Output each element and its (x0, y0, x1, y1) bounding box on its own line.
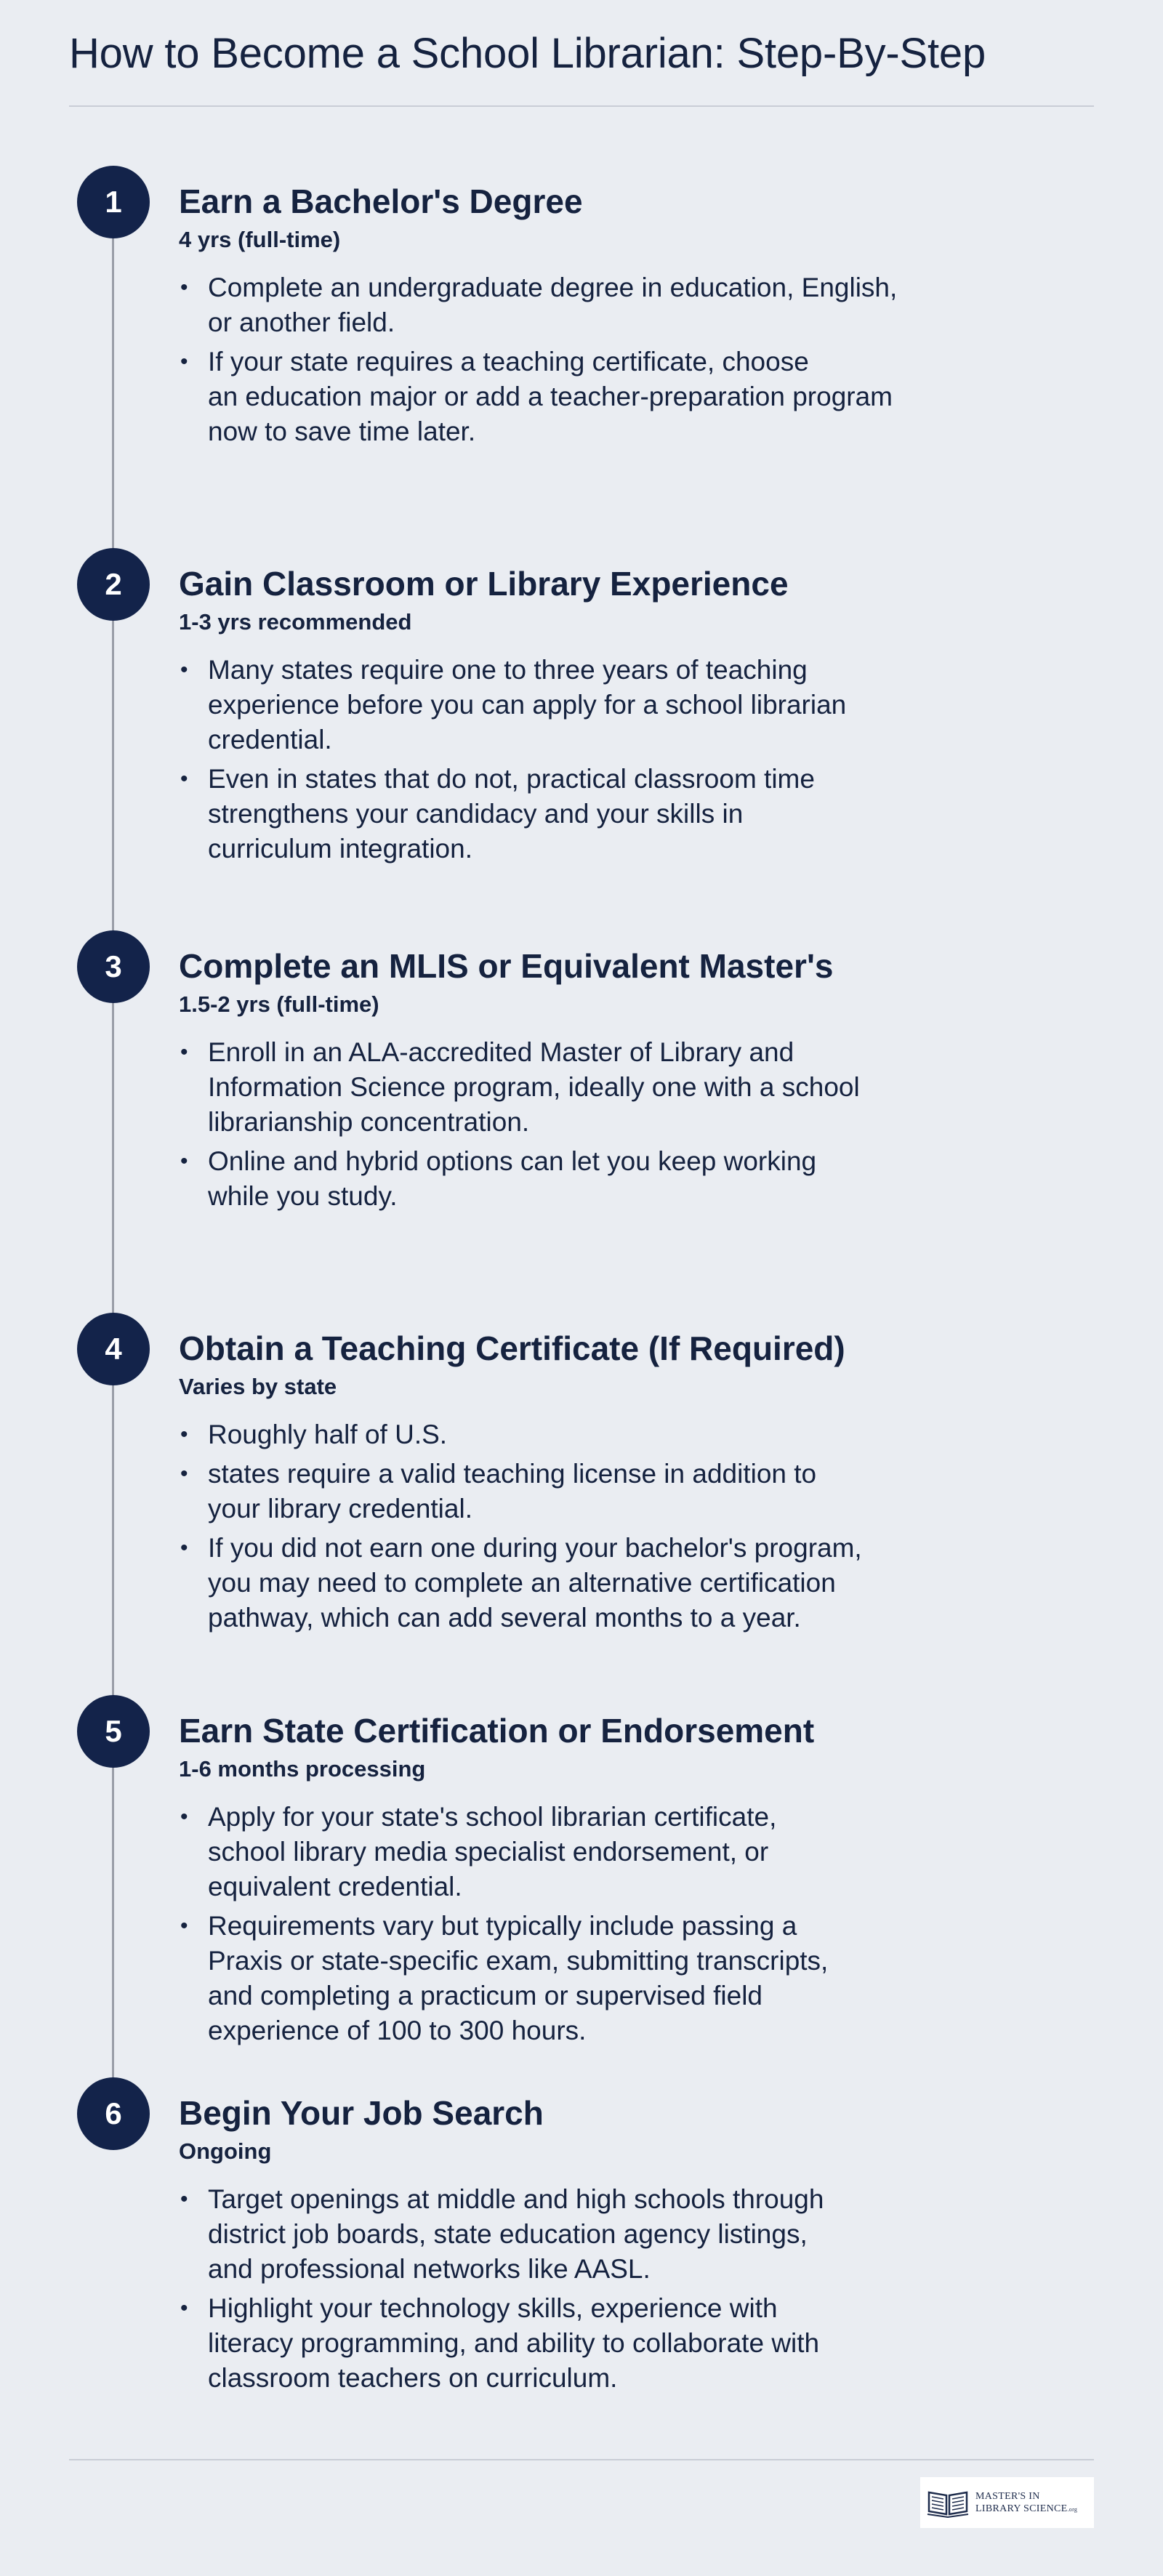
step-content (179, 2092, 942, 2400)
title-divider (69, 105, 1094, 107)
logo-wordmark (975, 2490, 1077, 2516)
step-heading: Earn State Certification or Endorsement (179, 1712, 815, 1750)
logo-line-2 (975, 2503, 1077, 2516)
step-number-badge: 2 (77, 548, 150, 621)
step-duration: 1.5-2 yrs (full-time) (179, 991, 379, 1017)
logo-line-2-main: LIBRARY SCIENCE (975, 2503, 1068, 2514)
bullet-item: • Apply for your state's school librarian certificate, school library media specialist endorsement, or equivalent credential. (179, 1800, 942, 1904)
step-content (179, 1327, 942, 1640)
step-content (179, 180, 942, 454)
step-duration: Varies by state (179, 1374, 337, 1399)
step-number-badge: 1 (77, 166, 150, 238)
open-book-icon (926, 2487, 970, 2519)
step-heading: Gain Classroom or Library Experience (179, 565, 789, 603)
step-content (179, 1710, 942, 2053)
step-bullets (179, 1035, 942, 1214)
step-duration: 1-3 yrs recommended (179, 609, 412, 635)
bullet-item: • If you did not earn one during your bachelor's program, you may need to complete an alternative certification pathway, which can add several months to a year. (179, 1531, 942, 1635)
logo-line-1: MASTER'S IN (975, 2490, 1040, 2502)
site-logo (920, 2477, 1094, 2528)
step-heading: Begin Your Job Search (179, 2094, 544, 2132)
bullet-item: • states require a valid teaching license in addition to your library credential. (179, 1457, 942, 1526)
step-bullets (179, 1800, 942, 2048)
step-number-badge: 6 (77, 2077, 150, 2150)
bullet-item: • Roughly half of U.S. (179, 1417, 942, 1452)
step-bullets (179, 270, 942, 449)
step-heading: Earn a Bachelor's Degree (179, 182, 583, 220)
step-number-badge: 4 (77, 1313, 150, 1385)
bullet-item: • Highlight your technology skills, experience with literacy programming, and ability to collaborate with classroom teachers on curriculum. (179, 2291, 942, 2396)
step-duration: 4 yrs (full-time) (179, 227, 341, 252)
step-content (179, 945, 942, 1218)
page-title: How to Become a School Librarian: Step-By-Step (69, 30, 986, 77)
step-bullets (179, 653, 942, 866)
bullet-item: • Even in states that do not, practical classroom time strengthens your candidacy and your skills in curriculum integration. (179, 762, 942, 866)
bullet-item: • Complete an undergraduate degree in education, English, or another field. (179, 270, 942, 340)
timeline-line (112, 202, 114, 2106)
bullet-item: • Target openings at middle and high schools through district job boards, state education agency listings, and professional networks like AASL. (179, 2182, 942, 2287)
footer-divider (69, 2459, 1094, 2460)
bullet-item: • If your state requires a teaching certificate, choose an education major or add a teacher-preparation program now to save time later. (179, 345, 942, 449)
step-content (179, 563, 942, 871)
bullet-item: • Requirements vary but typically include passing a Praxis or state-specific exam, submitting transcripts, and completing a practicum or supervised field experience of 100 to 300 hours. (179, 1909, 942, 2048)
bullet-item: • Enroll in an ALA-accredited Master of Library and Information Science program, ideally one with a school librarianship concentration. (179, 1035, 942, 1140)
step-duration: Ongoing (179, 2138, 272, 2164)
logo-line-2-suffix: .org (1067, 2505, 1078, 2513)
step-duration: 1-6 months processing (179, 1756, 426, 1782)
step-bullets (179, 1417, 942, 1635)
bullet-item: • Online and hybrid options can let you keep working while you study. (179, 1144, 942, 1214)
bullet-item: • Many states require one to three years of teaching experience before you can apply for a school librarian credential. (179, 653, 942, 757)
step-bullets (179, 2182, 942, 2396)
step-number-badge: 3 (77, 930, 150, 1003)
step-heading: Complete an MLIS or Equivalent Master's (179, 947, 834, 985)
step-number-badge: 5 (77, 1695, 150, 1768)
step-heading: Obtain a Teaching Certificate (If Required) (179, 1329, 845, 1367)
